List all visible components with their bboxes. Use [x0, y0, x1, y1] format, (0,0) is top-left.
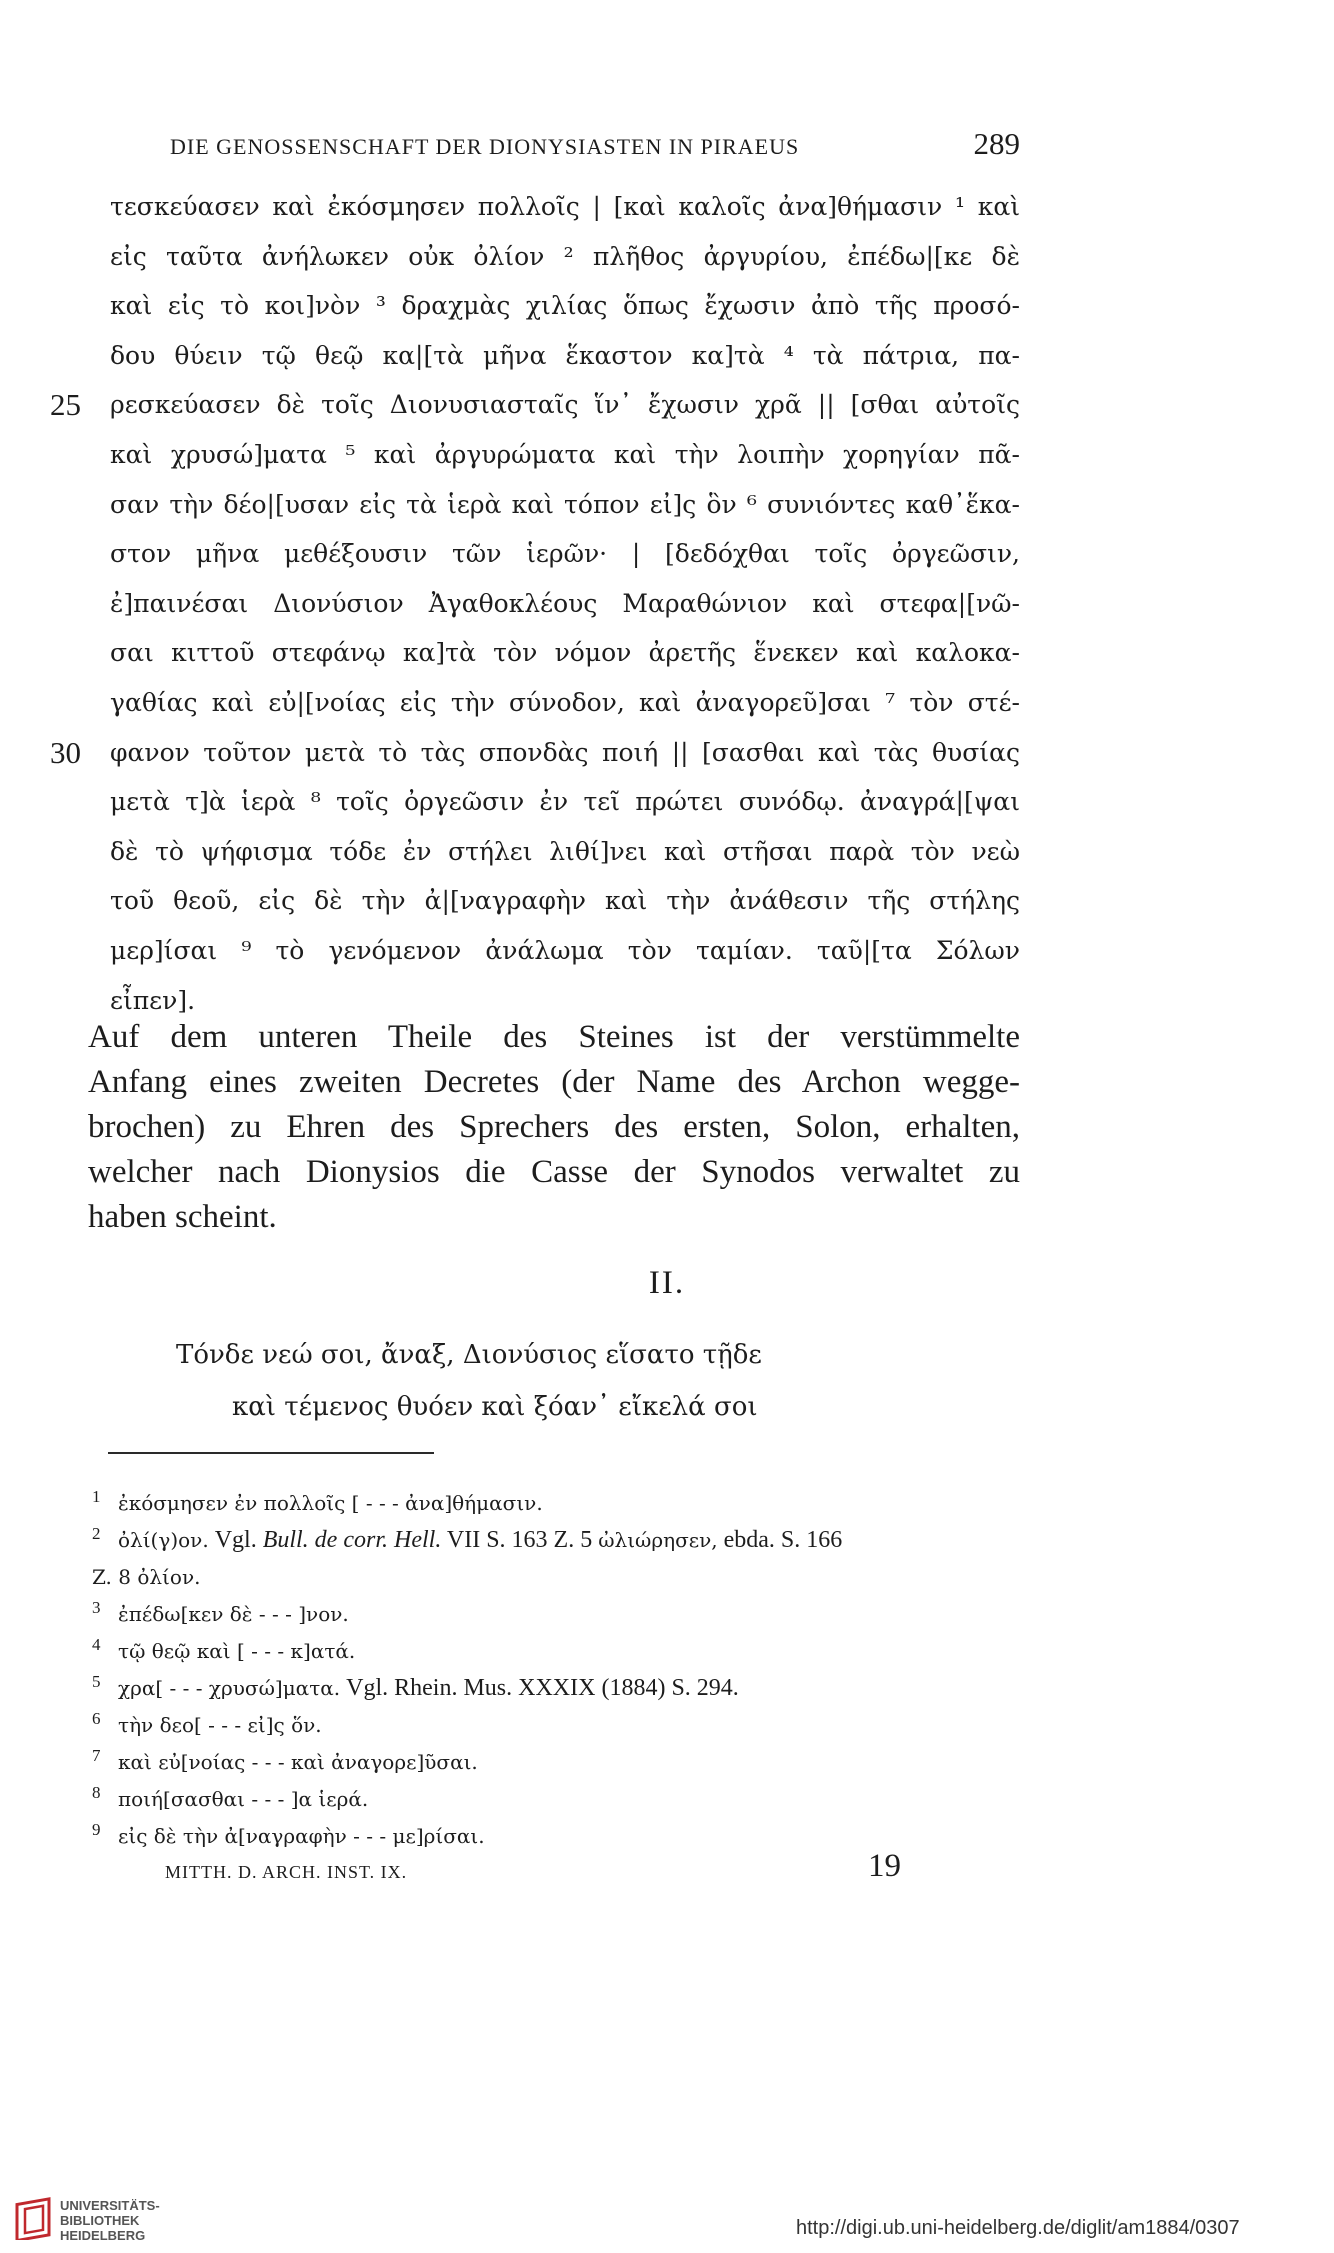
inscription-line: [50, 380, 1020, 430]
inscription-line: [110, 331, 1020, 381]
inscription-line: [110, 876, 1020, 926]
paragraph-line: Auf dem unteren Theile des Steines ist der verstümmelte: [88, 1019, 1020, 1055]
inscription-line-text: ἐ]παινέσαι Διονύσιον Ἀγαθοκλέους Μαραθώνιον καὶ στεφα|[νῶ-: [110, 588, 1020, 618]
line-number: 30: [50, 734, 81, 770]
inscription-line: [110, 579, 1020, 629]
inscription-line: [110, 777, 1020, 827]
footnote: 3 ἐπέδω[κεν δὲ - - - ]νον.: [92, 1598, 349, 1626]
inscription-line: [110, 529, 1020, 579]
inscription-line-text: μερ]ίσαι ⁹ τὸ γενόμενον ἀνάλωμα τὸν ταμίαν. ταῦ|[τα Σόλων: [110, 935, 1020, 965]
signature-mark: MITTH. D. ARCH. INST. IX.: [165, 1862, 408, 1882]
footnote-continuation: Z. 8 ὀλίον.: [92, 1565, 201, 1589]
footnote: 4 τῷ θεῷ καὶ [ - - - κ]ατά.: [92, 1635, 356, 1663]
footnote: 5 χρα[ - - - χρυσώ]ματα. Vgl. Rhein. Mus. XXXIX (1884) S. 294.: [92, 1672, 739, 1701]
inscription-line-text: φανον τοῦτον μετὰ τὸ τὰς σπονδὰς ποιή || [σασθαι καὶ τὰς θυσίας: [110, 737, 1020, 767]
paragraph-line: haben scheint.: [88, 1199, 277, 1235]
inscription-line-text: καὶ χρυσώ]ματα ⁵ καὶ ἀργυρώματα καὶ τὴν λοιπὴν χορηγίαν πᾶ-: [110, 439, 1020, 469]
inscription-line: [110, 232, 1020, 282]
inscription-line-text: δὲ τὸ ψήφισμα τόδε ἐν στήλει λιθί]νει καὶ στῆσαι παρὰ τὸν νεὼ: [110, 836, 1020, 866]
inscription-line: [110, 628, 1020, 678]
library-logo[interactable]: [14, 2196, 164, 2246]
inscription-line-text: γαθίας καὶ εὐ|[νοίας εἰς τὴν σύνοδον, καὶ ἀναγορεῦ]σαι ⁷ τὸν στέ-: [110, 687, 1020, 717]
inscription-line: [110, 678, 1020, 728]
german-paragraph: [88, 1015, 1020, 1240]
inscription-text: [50, 182, 1020, 1025]
inscription-line-text: σαν τὴν δέο|[υσαν εἰς τὰ ἱερὰ καὶ τόπον εἰ]ς ὃν ⁶ συνιόντες καθ᾽ἕκα-: [110, 489, 1020, 519]
inscription-line: [110, 480, 1020, 530]
paragraph-line: Anfang eines zweiten Decretes (der Name des Archon wegge-: [88, 1064, 1020, 1100]
inscription-line: [110, 827, 1020, 877]
section-number: II.: [648, 1265, 686, 1301]
inscription-line-text: τεσκεύασεν καὶ ἐκόσμησεν πολλοῖς | [καὶ καλοῖς ἀνα]θήμασιν ¹ καὶ: [110, 192, 1020, 221]
source-url-link[interactable]: http://digi.ub.uni-heidelberg.de/diglit/am1884/0307: [796, 2217, 1240, 2239]
inscription-line-text: τοῦ θεοῦ, εἰς δὲ τὴν ἀ|[ναγραφὴν καὶ τὴν ἀνάθεσιν τῆς στήλης: [110, 886, 1020, 916]
sheet-number: 19: [868, 1848, 901, 1884]
inscription-line-text: καὶ εἰς τὸ κοι]νὸν ³ δραχμὰς χιλίας ὅπως ἔχωσιν ἀπὸ τῆς προσό-: [110, 291, 1020, 321]
line-number: 25: [50, 387, 81, 423]
paragraph-line: welcher nach Dionysios die Casse der Synodos verwaltet zu: [88, 1154, 1020, 1190]
inscription-line-text: ρεσκεύασεν δὲ τοῖς Διονυσιασταῖς ἵν᾽ ἔχωσιν χρᾶ || [σθαι αὐτοῖς: [110, 390, 1020, 420]
footnote: 2 ὀλί(γ)ον. Vgl. Bull. de corr. Hell. VII S. 163 Z. 5 ὠλιώρησεν, ebda. S. 166: [92, 1524, 843, 1553]
inscription-line-text: μετὰ τ]ὰ ἱερὰ ⁸ τοῖς ὀργεῶσιν ἐν τεῖ πρώτει συνόδῳ. ἀναγρά|[ψαι: [110, 787, 1020, 817]
epigram-line: καὶ τέμενος θυόεν καὶ ξόαν᾽ εἴκελά σοι: [232, 1392, 758, 1422]
footnote: 7 καὶ εὐ[νοίας - - - καὶ ἀναγορε]ῦσαι.: [92, 1746, 478, 1774]
footnotes: [92, 1485, 1012, 1855]
inscription-line-text: εἰς ταῦτα ἀνήλωκεν οὐκ ὀλίον ² πλῆθος ἀργυρίου, ἐπέδω|[κε δὲ: [110, 241, 1020, 271]
inscription-line-text: σαι κιττοῦ στεφάνῳ κα]τὰ τὸν νόμον ἀρετῆς ἕνεκεν καὶ καλοκα-: [110, 638, 1020, 668]
footnote: 6 τὴν δεο[ - - - εἰ]ς ὅν.: [92, 1709, 322, 1737]
footnote: 1 ἐκόσμησεν ἐν πολλοῖς [ - - - ἀνα]θήμασιν.: [92, 1487, 543, 1515]
inscription-line: [110, 430, 1020, 480]
inscription-line: [50, 728, 1020, 778]
page-number: 289: [973, 126, 1020, 161]
paragraph-line: brochen) zu Ehren des Sprechers des ersten, Solon, erhalten,: [88, 1109, 1020, 1145]
footnote: 9 εἰς δὲ τὴν ἀ[ναγραφὴν - - - με]ρίσαι.: [92, 1820, 485, 1848]
inscription-line-text: εἶπεν].: [110, 985, 196, 1015]
footnote-divider: [108, 1452, 434, 1454]
inscription-line-text: στον μῆνα μεθέξουσιν τῶν ἱερῶν· | [δεδόχθαι τοῖς ὀργεῶσιν,: [110, 539, 1020, 569]
inscription-line-text: δου θύειν τῷ θεῷ κα|[τὰ μῆνα ἕκαστον κα]τὰ ⁴ τὰ πάτρια, πα-: [110, 340, 1020, 370]
library-name: UNIVERSITÄTS- BIBLIOTHEK HEIDELBERG: [60, 2198, 160, 2243]
inscription-line: [110, 281, 1020, 331]
running-title: DIE GENOSSENSCHAFT DER DIONYSIASTEN IN PIRAEUS: [170, 134, 800, 159]
library-emblem-icon: [14, 2196, 54, 2240]
epigram-line: Τόνδε νεώ σοι, ἄναξ, Διονύσιος εἵσατο τῇδε: [176, 1340, 762, 1370]
inscription-line: [110, 182, 1020, 232]
inscription-line: [110, 926, 1020, 976]
footnote: 8 ποιή[σασθαι - - - ]α ἱερά.: [92, 1783, 369, 1811]
